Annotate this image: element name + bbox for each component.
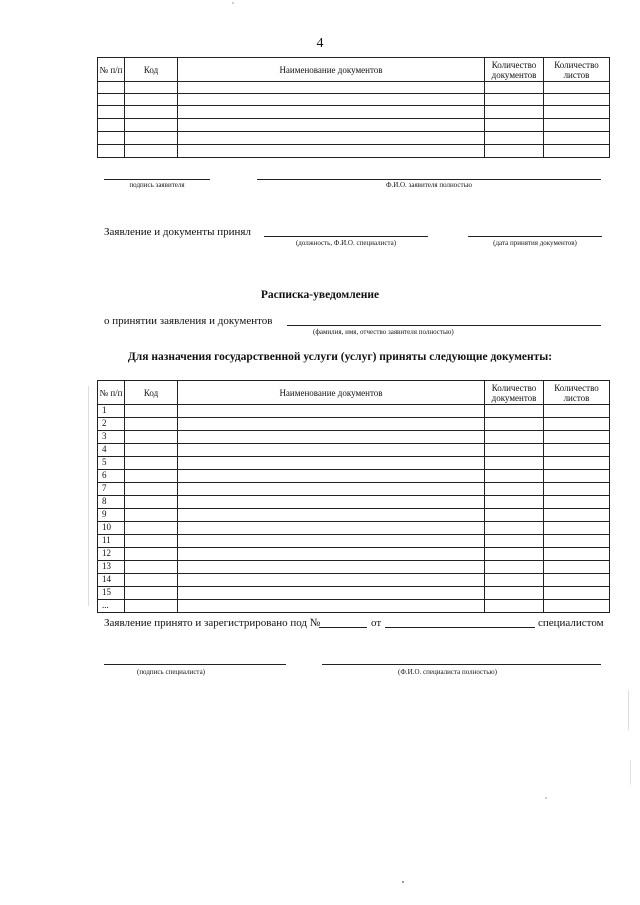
table-row <box>98 574 610 587</box>
row-number: 11 <box>98 535 125 548</box>
table-cell <box>485 470 544 483</box>
accepted-date-line <box>468 236 602 237</box>
table-cell <box>178 509 485 522</box>
table-cell <box>485 522 544 535</box>
table-cell <box>178 561 485 574</box>
table-row <box>98 496 610 509</box>
table-cell <box>485 574 544 587</box>
registration-prefix: Заявление принято и зарегистрировано под № <box>104 617 321 629</box>
table-cell <box>178 522 485 535</box>
table-cell <box>178 444 485 457</box>
specialist-fio-line <box>322 664 601 665</box>
table-cell <box>125 470 178 483</box>
row-number: 7 <box>98 483 125 496</box>
table-cell <box>125 548 178 561</box>
table-cell <box>544 535 610 548</box>
accepted-date-caption: (дата принятия документов) <box>493 239 577 247</box>
column-header-count-docs: Количество документов <box>485 381 544 405</box>
table-row <box>98 82 610 94</box>
accepted-position-line <box>264 236 428 237</box>
table-cell <box>178 600 485 613</box>
table-cell <box>544 522 610 535</box>
applicant-fio-caption: Ф.И.О. заявителя полностью <box>385 181 473 189</box>
receipt-title: Расписка-уведомление <box>260 289 380 301</box>
table-cell <box>544 561 610 574</box>
row-number: 2 <box>98 418 125 431</box>
scan-mark <box>628 690 629 730</box>
row-number: 15 <box>98 587 125 600</box>
registration-suffix: специалистом <box>538 617 604 629</box>
specialist-fio-caption: (Ф.И.О. специалиста полностью) <box>398 668 497 676</box>
table-row <box>98 535 610 548</box>
documents-table-receipt <box>97 380 610 613</box>
table-cell <box>178 548 485 561</box>
row-number: ... <box>98 600 125 613</box>
table-row <box>98 457 610 470</box>
table-cell <box>125 418 178 431</box>
row-number: 8 <box>98 496 125 509</box>
table-cell <box>544 470 610 483</box>
column-header-count-sheets: Количество листов <box>544 381 610 405</box>
row-number: 13 <box>98 561 125 574</box>
table-row <box>98 600 610 613</box>
receipt-heading: Для назначения государственной услуги (услуг) приняты следующие документы: <box>127 351 553 363</box>
column-header-name: Наименование документов <box>178 58 485 82</box>
registration-number-line <box>319 627 367 628</box>
row-number: 5 <box>98 457 125 470</box>
table-cell <box>125 535 178 548</box>
registration-date-line <box>385 627 535 628</box>
registration-from: от <box>371 617 382 629</box>
row-number: 4 <box>98 444 125 457</box>
row-number: 1 <box>98 405 125 418</box>
table-cell <box>125 457 178 470</box>
table-row <box>98 119 610 132</box>
table-row <box>98 587 610 600</box>
table-cell <box>125 483 178 496</box>
table-cell <box>178 470 485 483</box>
table-cell <box>485 405 544 418</box>
table-cell <box>485 535 544 548</box>
row-number: 9 <box>98 509 125 522</box>
row-number: 6 <box>98 470 125 483</box>
table-cell <box>485 509 544 522</box>
table-cell <box>544 574 610 587</box>
table-cell <box>544 418 610 431</box>
table-row <box>98 444 610 457</box>
table-cell <box>485 548 544 561</box>
table-row <box>98 106 610 119</box>
row-number: 14 <box>98 574 125 587</box>
table-cell <box>485 431 544 444</box>
receipt-name-line <box>287 325 601 326</box>
table-cell <box>178 418 485 431</box>
table-header-row <box>98 58 610 82</box>
table-cell <box>178 496 485 509</box>
scan-speck <box>402 881 404 883</box>
table-cell <box>178 431 485 444</box>
table-header-row <box>98 381 610 405</box>
receipt-name-caption: (фамилия, имя, отчество заявителя полностью) <box>313 328 454 336</box>
table-cell <box>125 587 178 600</box>
table-cell <box>125 522 178 535</box>
scan-speck <box>232 2 234 4</box>
table-cell <box>485 587 544 600</box>
page-number: 4 <box>316 36 324 51</box>
table-row <box>98 431 610 444</box>
applicant-fio-line <box>257 179 601 180</box>
table-cell <box>544 509 610 522</box>
table-cell <box>125 405 178 418</box>
table-cell <box>178 535 485 548</box>
receipt-line-label: о принятии заявления и документов <box>104 315 273 327</box>
column-header-number: № п/п <box>98 381 125 405</box>
accepted-label: Заявление и документы принял <box>104 226 251 238</box>
table-cell <box>178 405 485 418</box>
table-row <box>98 522 610 535</box>
table-cell <box>485 600 544 613</box>
table-cell <box>544 405 610 418</box>
column-header-code: Код <box>125 381 178 405</box>
table-row <box>98 561 610 574</box>
table-row <box>98 483 610 496</box>
row-number: 10 <box>98 522 125 535</box>
table-cell <box>485 418 544 431</box>
table-cell <box>125 444 178 457</box>
applicant-signature-line <box>104 179 210 180</box>
table-row <box>98 94 610 106</box>
table-row <box>98 418 610 431</box>
table-cell <box>544 444 610 457</box>
table-cell <box>544 600 610 613</box>
table-row <box>98 509 610 522</box>
table-cell <box>125 431 178 444</box>
table-cell <box>125 509 178 522</box>
column-header-count-sheets: Количество листов <box>544 58 610 82</box>
applicant-signature-caption: подпись заявителя <box>129 181 185 189</box>
table-cell <box>485 457 544 470</box>
table-cell <box>485 561 544 574</box>
table-cell <box>178 574 485 587</box>
table-row <box>98 405 610 418</box>
table-row <box>98 145 610 158</box>
documents-table-top <box>97 57 610 158</box>
table-cell <box>544 457 610 470</box>
table-cell <box>178 483 485 496</box>
specialist-signature-caption: (подпись специалиста) <box>136 668 206 676</box>
table-cell <box>125 496 178 509</box>
table-cell <box>485 444 544 457</box>
table-cell <box>544 483 610 496</box>
table-cell <box>544 587 610 600</box>
row-number: 3 <box>98 431 125 444</box>
column-header-count-docs: Количество документов <box>485 58 544 82</box>
table-cell <box>485 496 544 509</box>
table-cell <box>178 587 485 600</box>
table-row <box>98 470 610 483</box>
scan-mark <box>630 760 631 785</box>
scan-speck <box>545 797 547 799</box>
table-cell <box>544 431 610 444</box>
column-header-code: Код <box>125 58 178 82</box>
table-cell <box>544 496 610 509</box>
table-cell <box>178 457 485 470</box>
table-cell <box>485 483 544 496</box>
table-cell <box>125 561 178 574</box>
specialist-signature-line <box>104 664 286 665</box>
column-header-name: Наименование документов <box>178 381 485 405</box>
table-cell <box>125 574 178 587</box>
table-row <box>98 548 610 561</box>
table-row <box>98 132 610 145</box>
column-header-number: № п/п <box>98 58 125 82</box>
accepted-position-caption: (должность, Ф.И.О. специалиста) <box>295 239 397 247</box>
table-cell <box>125 600 178 613</box>
row-number: 12 <box>98 548 125 561</box>
scan-mark <box>88 386 89 606</box>
table-cell <box>544 548 610 561</box>
